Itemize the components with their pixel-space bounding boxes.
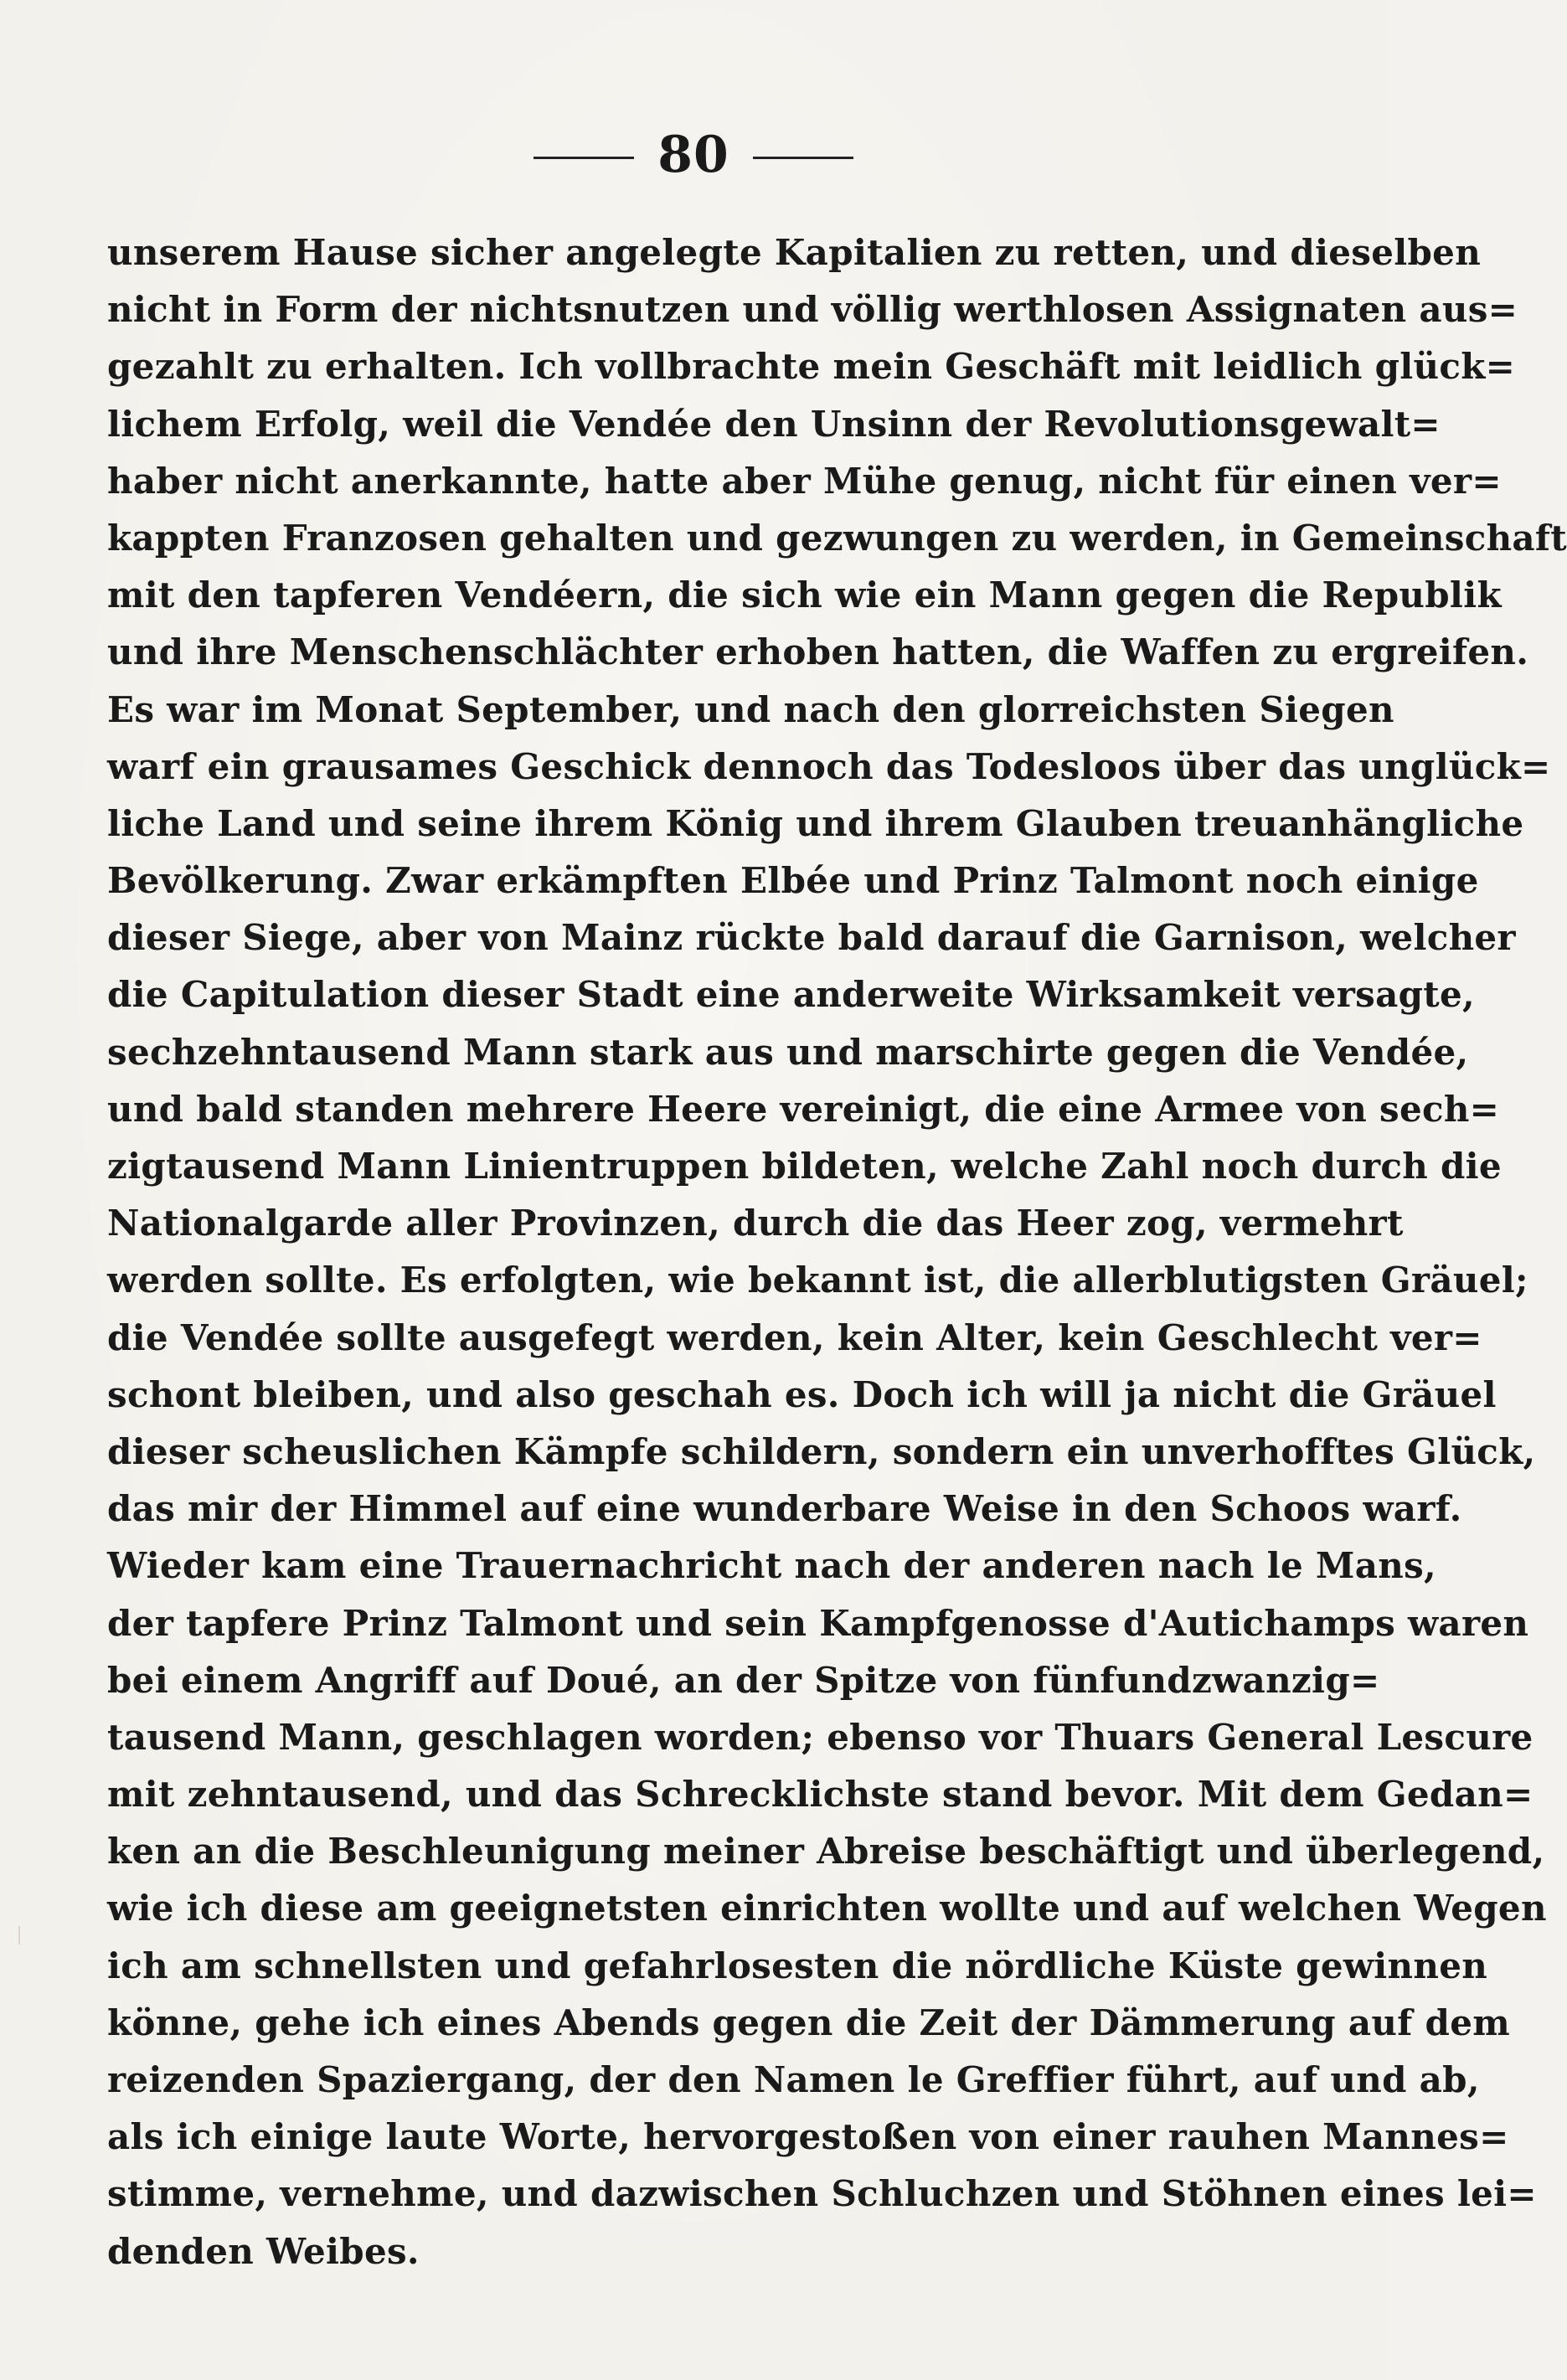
text-line: die Capitulation dieser Stadt eine anderweite Wirksamkeit versagte, (107, 974, 1475, 1016)
text-line: haber nicht anerkannte, hatte aber Mühe genug, nicht für einen ver= (107, 460, 1502, 502)
text-line: dieser scheuslichen Kämpfe schildern, sondern ein unverhofftes Glück, (107, 1430, 1536, 1472)
text-line: Es war im Monat September, und nach den glorreichsten Siegen (107, 688, 1394, 730)
page-header (0, 126, 1387, 184)
text-line: Bevölkerung. Zwar erkämpften Elbée und Prinz Talmont noch einige (107, 860, 1479, 902)
margin-mark (18, 1926, 25, 1945)
text-line: gezahlt zu erhalten. Ich vollbrachte mein Geschäft mit leidlich glück= (107, 346, 1516, 388)
page-number: 80 (657, 126, 729, 184)
text-line: das mir der Himmel auf eine wunderbare Weise in den Schoos warf. (107, 1488, 1462, 1530)
text-line: zigtausend Mann Linientruppen bildeten, welche Zahl noch durch die (107, 1146, 1502, 1187)
text-line: mit den tapferen Vendéern, die sich wie ein Mann gegen die Republik (107, 574, 1502, 616)
text-line: reizenden Spaziergang, der den Namen le Greffier führt, auf und ab, (107, 2059, 1480, 2100)
text-line: bei einem Angriff auf Doué, an der Spitze von fünfundzwanzig= (107, 1659, 1380, 1701)
text-line: tausend Mann, geschlagen worden; ebenso vor Thuars General Lescure (107, 1716, 1533, 1758)
text-line: dieser Siege, aber von Mainz rückte bald darauf die Garnison, welcher (107, 917, 1516, 959)
text-line: und bald standen mehrere Heere vereinigt, die eine Armee von sech= (107, 1088, 1500, 1130)
text-line: unserem Hause sicher angelegte Kapitalien zu retten, und dieselben (107, 232, 1482, 273)
text-line: der tapfere Prinz Talmont und sein Kampfgenosse d'Autichamps waren (107, 1602, 1529, 1644)
text-line: sechzehntausend Mann stark aus und marschirte gegen die Vendée, (107, 1031, 1469, 1073)
text-line: werden sollte. Es erfolgten, wie bekannt ist, die allerblutigsten Gräuel; (107, 1260, 1528, 1301)
text-line: Nationalgarde aller Provinzen, durch die das Heer zog, vermehrt (107, 1203, 1404, 1244)
text-line: nicht in Form der nichtsnutzen und völlig werthlosen Assignaten aus= (107, 289, 1518, 331)
text-line: ich am schnellsten und gefahrlosesten die nördliche Küste gewinnen (107, 1945, 1488, 1986)
text-line: kappten Franzosen gehalten und gezwungen zu werden, in Gemeinschaft (107, 517, 1567, 559)
text-line: ken an die Beschleunigung meiner Abreise beschäftigt und überlegend, (107, 1831, 1545, 1873)
text-line: könne, gehe ich eines Abends gegen die Zeit der Dämmerung auf dem (107, 2001, 1510, 2043)
text-line: und ihre Menschenschlächter erhoben hatten, die Waffen zu ergreifen. (107, 631, 1529, 673)
text-line: wie ich diese am geeignetsten einrichten wollte und auf welchen Wegen (107, 1888, 1547, 1929)
header-rule-left (534, 157, 634, 159)
text-line: die Vendée sollte ausgefegt werden, kein Alter, kein Geschlecht ver= (107, 1316, 1482, 1358)
header-rule-right (753, 157, 853, 159)
body-text (107, 224, 1567, 2280)
text-line: denden Weibes. (107, 2230, 420, 2272)
text-line: lichem Erfolg, weil die Vendée den Unsinn der Revolutionsgewalt= (107, 403, 1441, 445)
text-line: als ich einige laute Worte, hervorgestoßen von einer rauhen Mannes= (107, 2116, 1509, 2158)
text-line: warf ein grausames Geschick dennoch das Todesloos über das unglück= (107, 745, 1551, 787)
text-line: stimme, vernehme, und dazwischen Schluchzen und Stöhnen eines lei= (107, 2173, 1537, 2215)
text-line: schont bleiben, und also geschah es. Doch ich will ja nicht die Gräuel (107, 1373, 1497, 1415)
text-line: mit zehntausend, und das Schrecklichste stand bevor. Mit dem Gedan= (107, 1774, 1533, 1816)
text-line: Wieder kam eine Trauernachricht nach der anderen nach le Mans, (107, 1545, 1436, 1587)
text-line: liche Land und seine ihrem König und ihrem Glauben treuanhängliche (107, 802, 1524, 844)
